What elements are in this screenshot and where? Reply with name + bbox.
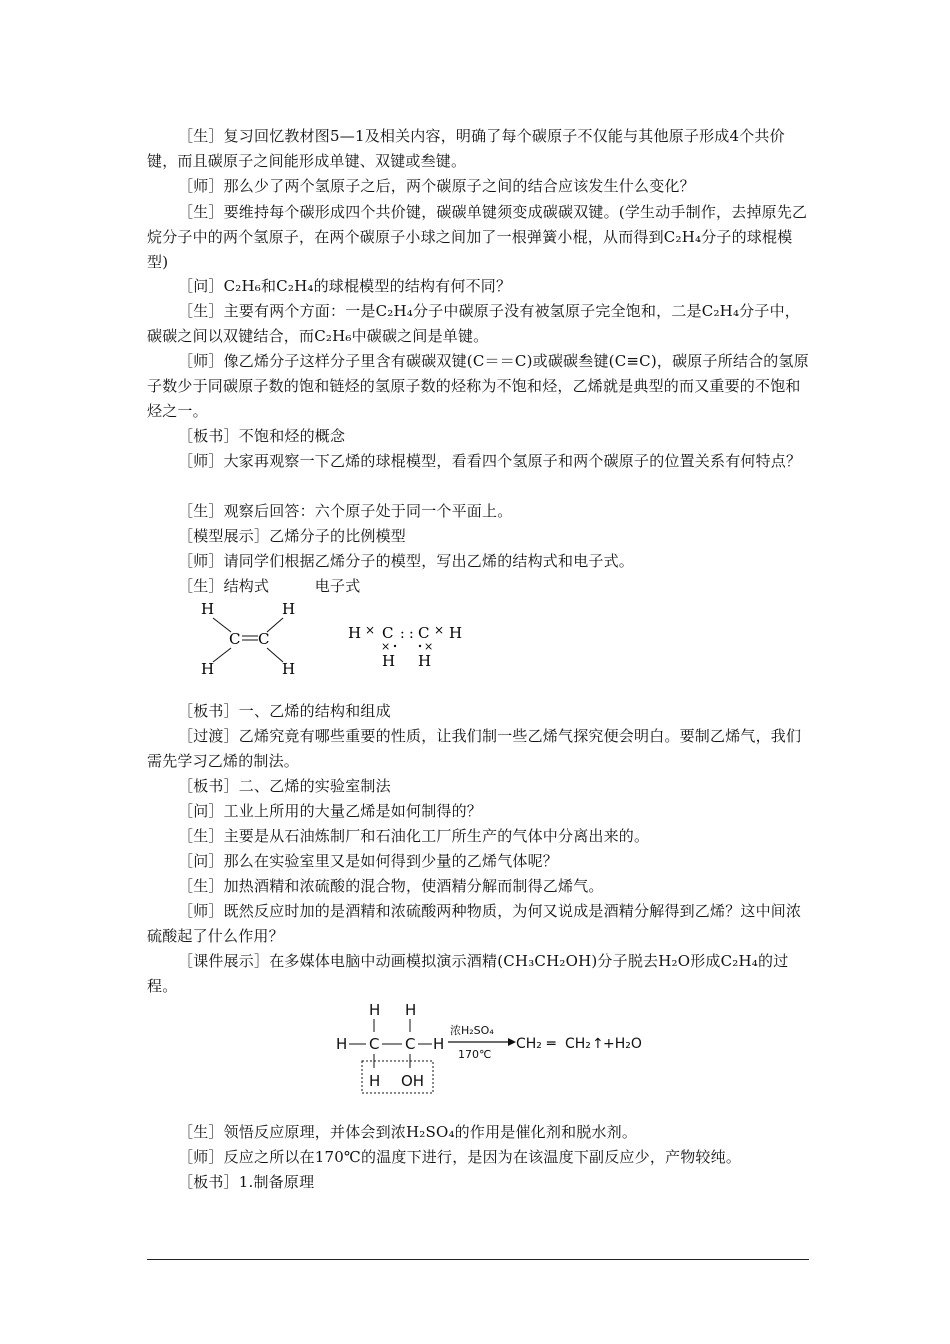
water-product: +H₂O: [603, 1036, 642, 1052]
electron-cross: ×: [365, 623, 376, 637]
ethylene-structural-formula: [195, 598, 305, 682]
h-atom: H: [418, 652, 432, 670]
ethylene-electron-formula: [346, 620, 476, 672]
paragraph-8: [147, 449, 809, 474]
paragraph-24-text: ［板书］1.制备原理: [178, 1173, 315, 1191]
paragraph-5: [147, 299, 809, 349]
paragraph-13: [147, 699, 809, 724]
h-atom: H: [405, 1001, 417, 1019]
h-atom: H: [282, 660, 296, 678]
paragraph-7-text: ［板书］不饱和烃的概念: [178, 427, 346, 445]
paragraph-17: [147, 824, 809, 849]
paragraph-12-text: ［生］结构式 电子式: [178, 577, 361, 595]
paragraph-23-text: ［师］反应之所以在170℃的温度下进行，是因为在该温度下副反应少，产物较纯。: [178, 1148, 742, 1166]
temperature-label: 170℃: [458, 1048, 492, 1061]
h-atom: H: [369, 1001, 381, 1019]
h-atom: H: [382, 652, 396, 670]
paragraph-10: [147, 524, 809, 549]
oh-group: OH: [401, 1072, 425, 1090]
paragraph-2-text: ［师］那么少了两个氢原子之后，两个碳原子之间的结合应该发生什么变化？: [178, 177, 695, 195]
c-atom: C: [258, 630, 270, 648]
paragraph-15-text: ［板书］二、乙烯的实验室制法: [178, 777, 391, 795]
c-atom: C: [418, 624, 430, 642]
h-atom: H: [348, 624, 362, 642]
h-atom: H: [336, 1035, 348, 1053]
paragraph-19: [147, 874, 809, 899]
paragraph-19-text: ［生］加热酒精和浓硫酸的混合物，使酒精分解而制得乙烯气。: [178, 877, 604, 895]
paragraph-18: [147, 849, 809, 874]
paragraph-4-text: ［问］C₂H₆和C₂H₄的球棍模型的结构有何不同？: [178, 277, 512, 295]
electron-dots: :: [400, 626, 405, 642]
paragraph-10-text: ［模型展示］乙烯分子的比例模型: [178, 527, 407, 545]
footer-divider: [147, 1259, 809, 1260]
paragraph-22: [147, 1120, 809, 1145]
electron-cross: ×: [424, 640, 434, 653]
paragraph-2: [147, 174, 809, 199]
paragraph-23: [147, 1145, 809, 1170]
arrow-head: [508, 1038, 516, 1046]
paragraph-21: [147, 949, 809, 999]
paragraph-15: [147, 774, 809, 799]
ethanol-dehydration-reaction: [336, 998, 656, 1098]
c-atom: C: [229, 630, 241, 648]
paragraph-20: [147, 899, 809, 949]
paragraph-11: [147, 549, 809, 574]
paragraph-9: [147, 499, 809, 524]
electron-dot: [419, 645, 421, 647]
paragraph-6: [147, 349, 809, 424]
paragraph-16: [147, 799, 809, 824]
bond-line: [267, 648, 283, 662]
electron-dot: [394, 645, 396, 647]
paragraph-14: [147, 724, 809, 774]
paragraph-11-text: ［师］请同学们根据乙烯分子的模型，写出乙烯的结构式和电子式。: [178, 552, 635, 570]
c-atom: C: [382, 624, 394, 642]
product-ch2: CH₂: [565, 1036, 591, 1052]
paragraph-9-text: ［生］观察后回答：六个原子处于同一个平面上。: [178, 502, 513, 520]
h-atom: H: [201, 660, 215, 678]
electron-cross: ×: [381, 640, 391, 653]
paragraph-22-text: ［生］领悟反应原理，并体会到浓H₂SO₄的作用是催化剂和脱水剂。: [178, 1123, 638, 1141]
paragraph-6-text: ［师］像乙烯分子这样分子里含有碳碳双键(C＝＝C)或碳碳叁键(C≡C)，碳原子所结合的氢原子数少于同碳原子数的饱和链烃的氢原子数的烃称为不饱和烃，乙烯就是典型的而又重要的不饱和烃之一。: [147, 352, 809, 420]
c-atom: C: [369, 1035, 380, 1053]
h-atom: H: [369, 1072, 381, 1090]
paragraph-5-text: ［生］主要有两个方面：一是C₂H₄分子中碳原子没有被氢原子完全饱和，二是C₂H₄分子中，碳碳之间以双键结合，而C₂H₆中碳碳之间是单键。: [147, 302, 800, 345]
paragraph-3-text: ［生］要维持每个碳形成四个共价键，碳碳单键须变成碳碳双键。(学生动手制作，去掉原先乙烷分子中的两个氢原子，在两个碳原子小球之间加了一根弹簧小棍，从而得到C₂H₄分子的球棍模型): [147, 203, 808, 271]
h-atom: H: [201, 600, 215, 618]
electron-cross: ×: [434, 623, 445, 637]
paragraph-1-text: ［生］复习回忆教材图5—1及相关内容，明确了每个碳原子不仅能与其他原子形成4个共价键，而且碳原子之间能形成单键、双键或叁键。: [147, 127, 785, 170]
c-atom: C: [405, 1035, 416, 1053]
paragraph-17-text: ［生］主要是从石油炼制厂和石油化工厂所生产的气体中分离出来的。: [178, 827, 650, 845]
product-ch2: CH₂: [516, 1036, 542, 1052]
paragraph-21-text: ［课件展示］在多媒体电脑中动画模拟演示酒精(CH₃CH₂OH)分子脱去H₂O形成C₂H₄的过程。: [147, 952, 789, 995]
paragraph-18-text: ［问］那么在实验室里又是如何得到少量的乙烯气体呢？: [178, 852, 559, 870]
paragraph-7: [147, 424, 809, 449]
bond-line: [213, 648, 231, 662]
paragraph-16-text: ［问］工业上所用的大量乙烯是如何制得的？: [178, 802, 483, 820]
paragraph-12: [147, 574, 809, 599]
paragraph-14-text: ［过渡］乙烯究竟有哪些重要的性质，让我们制一些乙烯气探究便会明白。要制乙烯气，我们需先学习乙烯的制法。: [147, 727, 802, 770]
paragraph-3: [147, 200, 809, 275]
paragraph-24: [147, 1170, 809, 1195]
paragraph-8-text: ［师］大家再观察一下乙烯的球棍模型，看看四个氢原子和两个碳原子的位置关系有何特点？: [178, 452, 802, 470]
paragraph-4: [147, 274, 809, 299]
paragraph-20-text: ［师］既然反应时加的是酒精和浓硫酸两种物质，为何又说成是酒精分解得到乙烯？这中间浓硫酸起了什么作用？: [147, 902, 802, 945]
gas-arrow: ↑: [592, 1036, 604, 1052]
paragraph-13-text: ［板书］一、乙烯的结构和组成: [178, 702, 391, 720]
reagent-label: 浓H₂SO₄: [450, 1024, 494, 1037]
h-atom: H: [282, 600, 296, 618]
double-bond-sign: ═: [547, 1036, 556, 1052]
electron-dots: :: [409, 626, 414, 642]
h-atom: H: [449, 624, 463, 642]
h-atom: H: [433, 1035, 445, 1053]
paragraph-1: [147, 124, 809, 174]
